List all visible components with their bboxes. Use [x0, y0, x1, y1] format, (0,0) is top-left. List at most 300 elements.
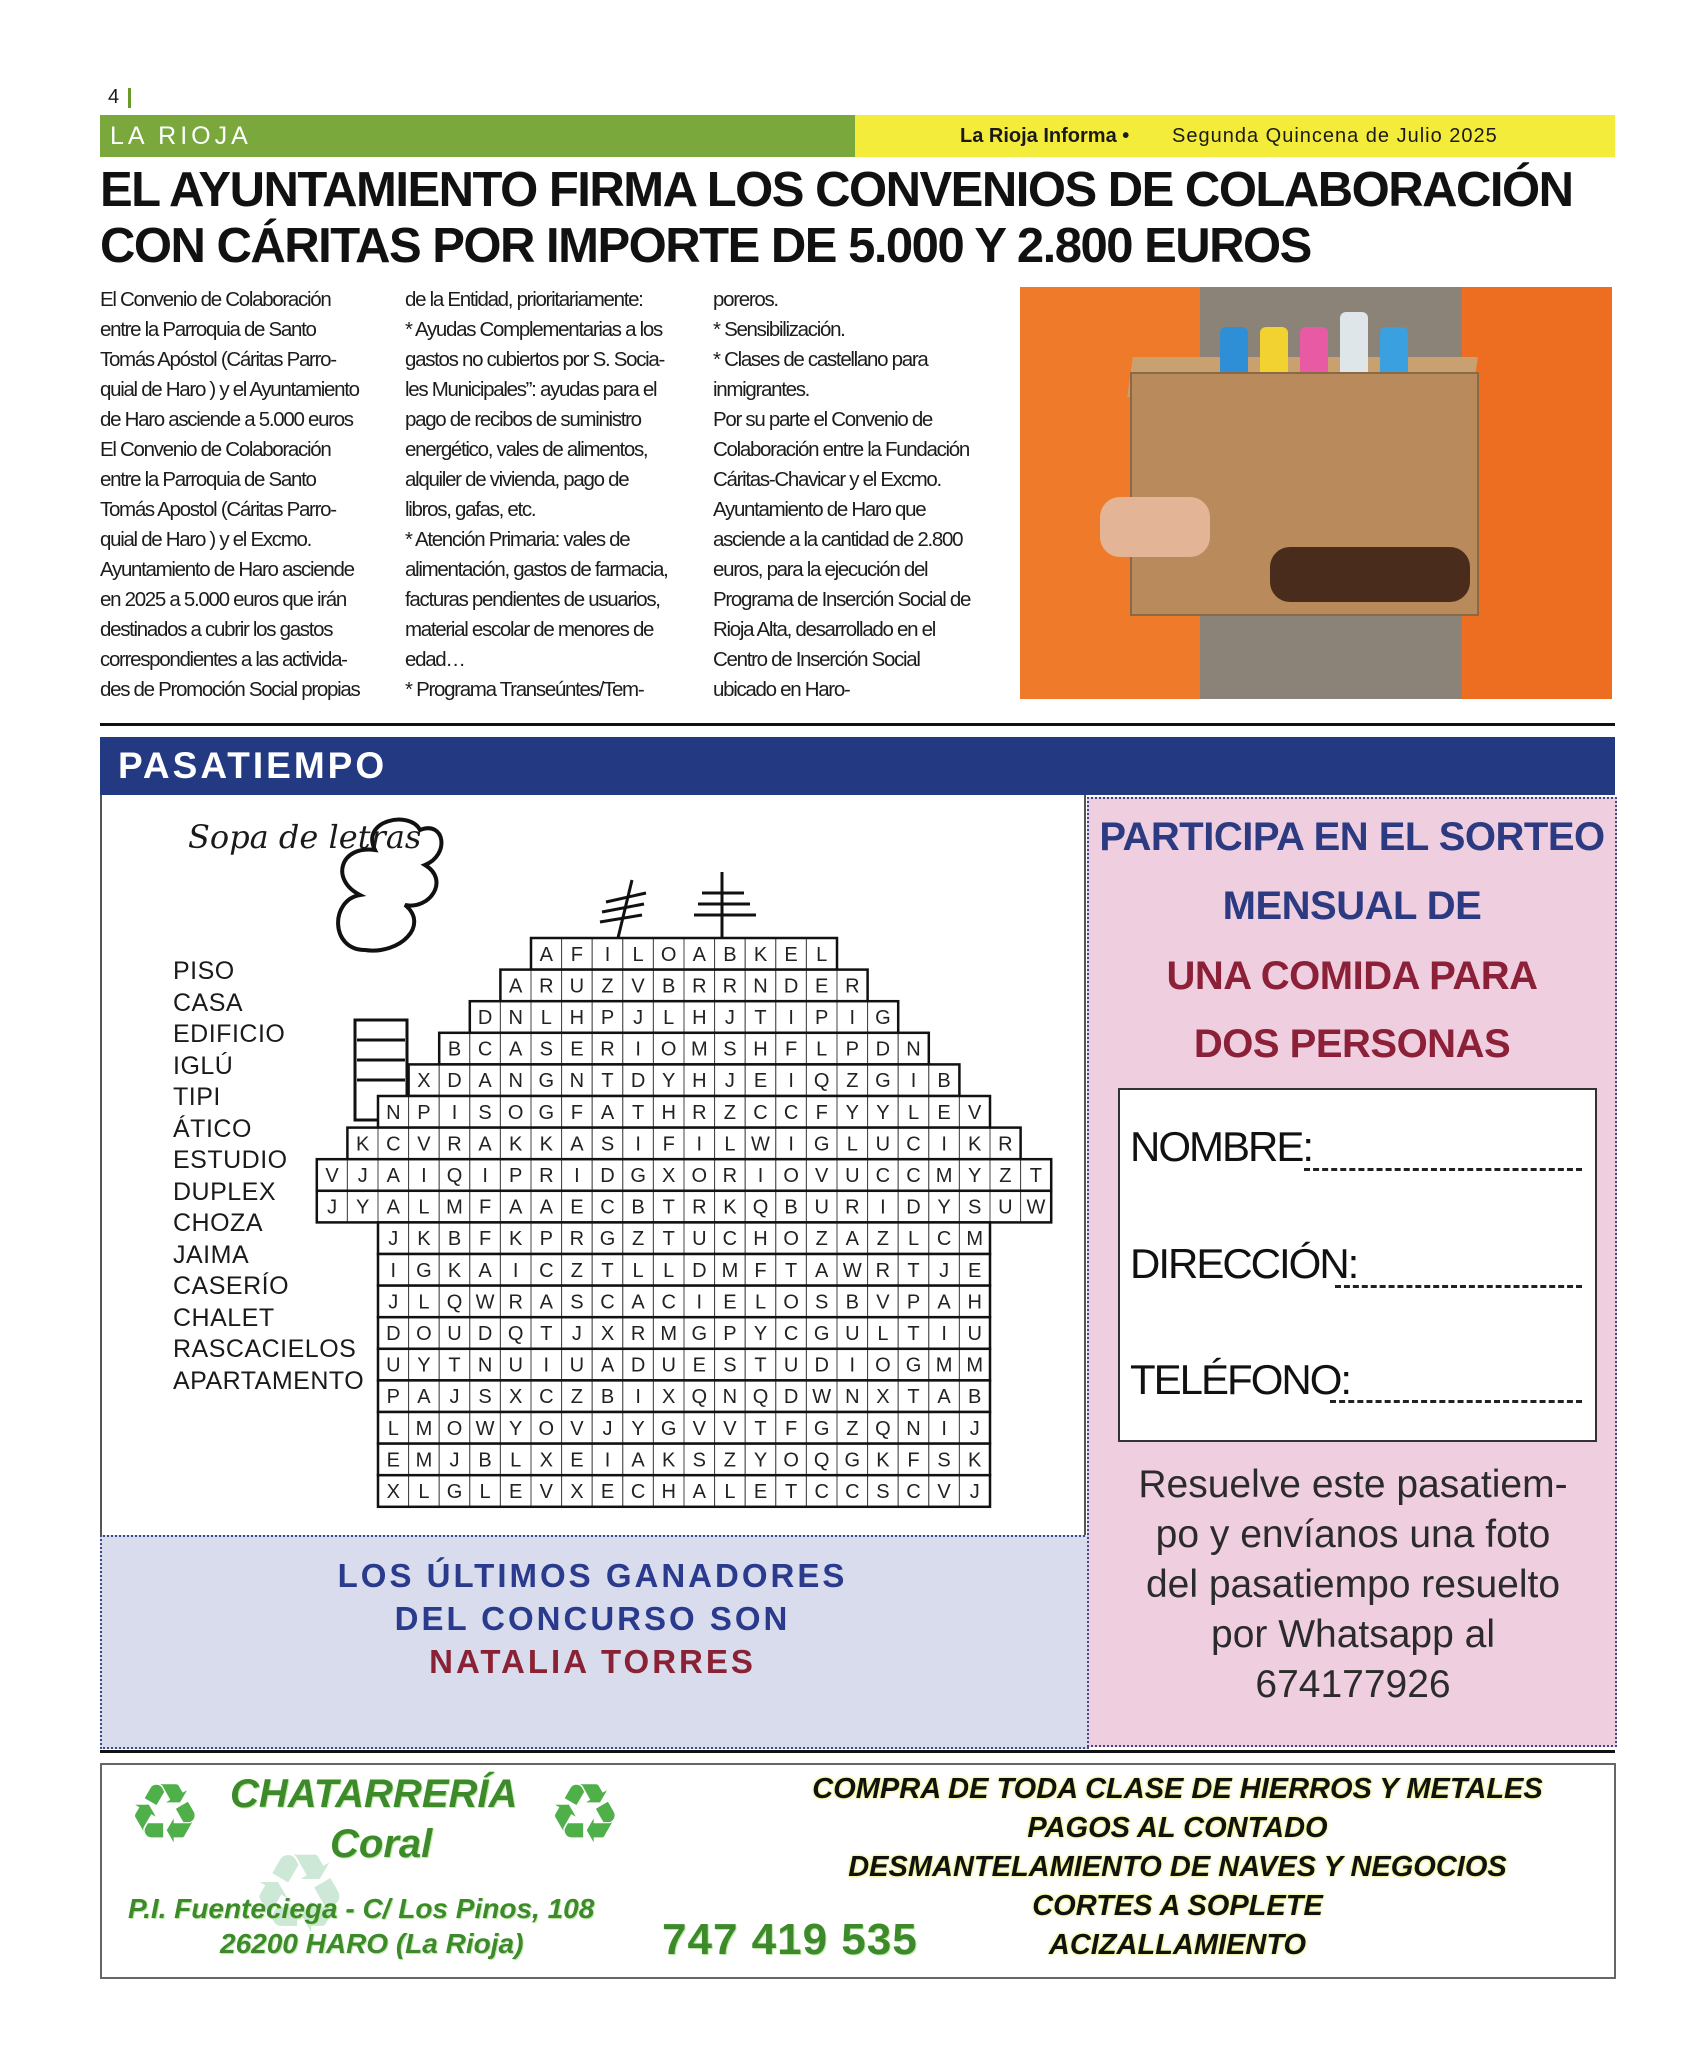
grid-letter: K: [753, 943, 768, 966]
grid-letter: V: [325, 1165, 339, 1187]
grid-letter: R: [569, 1228, 585, 1251]
grid-letter: I: [635, 1133, 641, 1156]
grid-letter: L: [754, 1291, 767, 1314]
grid-letter: Z: [846, 1417, 859, 1440]
grid-letter: K: [447, 1259, 462, 1282]
grid-letter: C: [539, 1386, 554, 1409]
grid-letter: F: [478, 1196, 492, 1219]
grid-letter: P: [723, 1323, 737, 1345]
grid-letter: H: [967, 1291, 982, 1314]
grid-letter: U: [661, 1354, 676, 1377]
grid-letter: N: [845, 1386, 860, 1409]
grid-letter: X: [539, 1449, 553, 1472]
page-number: 4: [108, 86, 120, 108]
grid-letter: L: [877, 1323, 889, 1345]
grid-letter: I: [604, 943, 611, 966]
grid-letter: D: [692, 1259, 707, 1282]
ad-service-1: COMPRA DE TODA CLASE DE HIERROS Y METALES: [812, 1773, 1543, 1805]
grid-letter: V: [539, 1481, 553, 1503]
antenna-icon: [694, 872, 756, 938]
grid-letter: D: [783, 1386, 799, 1409]
grid-letter: F: [570, 1101, 584, 1124]
grid-letter: V: [937, 1481, 951, 1503]
grid-letter: D: [906, 1196, 921, 1219]
antenna-icon: [600, 880, 646, 938]
grid-letter: B: [447, 1228, 462, 1251]
grid-letter: Y: [662, 1070, 676, 1093]
grid-letter: M: [660, 1323, 678, 1345]
grid-letter: G: [813, 1133, 830, 1156]
grid-letter: U: [814, 1196, 829, 1219]
grid-letter: R: [447, 1133, 462, 1156]
grid-letter: K: [662, 1449, 676, 1472]
hand-right: [1270, 547, 1470, 602]
word-list-item: JAIMA: [173, 1240, 250, 1269]
raffle-instructions: Resuelve este pasatiem- po y envíanos una foto del pasatiempo resuelto por Whatsapp al 674177926: [1138, 1463, 1568, 1706]
name-field-line[interactable]: [1304, 1168, 1582, 1171]
grid-letter: L: [846, 1133, 858, 1156]
grid-letter: U: [783, 1354, 799, 1377]
grid-letter: H: [692, 1007, 707, 1029]
grid-letter: Q: [813, 1449, 830, 1472]
grid-letter: J: [327, 1196, 338, 1219]
grid-letter: O: [783, 1291, 799, 1314]
grid-letter: D: [447, 1070, 462, 1093]
grid-letter: P: [509, 1165, 523, 1187]
grid-letter: B: [845, 1291, 859, 1314]
grid-letter: F: [662, 1133, 675, 1156]
grid-letter: E: [386, 1449, 400, 1472]
grid-letter: T: [907, 1259, 920, 1282]
grid-letter: S: [723, 1038, 737, 1061]
grid-letter: F: [907, 1449, 920, 1472]
grid-letter: A: [570, 1133, 584, 1156]
grid-letter: I: [696, 1291, 703, 1314]
grid-letter: E: [509, 1481, 523, 1503]
grid-letter: X: [876, 1386, 890, 1409]
grid-letter: V: [692, 1417, 706, 1440]
grid-letter: Q: [446, 1165, 463, 1187]
grid-letter: I: [941, 1417, 947, 1440]
grid-letter: Q: [752, 1196, 769, 1219]
article-column-3: poreros. * Sensibilización. * Clases de castellano para inmigrantes. Por su parte el Convenio de Colaboración entre la Fundación Cáritas-Chavicar y el Excmo. Ayuntamiento de Haro que asciende a la cantidad de 2.800 euros, para la ejecución del Programa de Inserción Social de Rioja Alta, desarrollado en el Centro de Inserción Social ubicado en Haro-: [713, 288, 971, 701]
grid-letter: L: [816, 1038, 828, 1061]
grid-letter: O: [783, 1228, 799, 1251]
grid-letter: I: [421, 1165, 427, 1187]
grid-letter: C: [600, 1291, 615, 1314]
grid-letter: A: [509, 975, 523, 998]
grid-letter: X: [662, 1386, 676, 1409]
grid-letter: L: [724, 1481, 736, 1503]
grid-letter: F: [478, 1228, 492, 1251]
grid-letter: K: [539, 1133, 553, 1156]
grid-letter: A: [631, 1449, 645, 1472]
grid-letter: G: [905, 1354, 922, 1377]
phone-field-line[interactable]: [1330, 1400, 1582, 1403]
grid-letter: M: [721, 1259, 739, 1282]
grid-letter: R: [722, 1165, 738, 1187]
grid-letter: S: [937, 1449, 951, 1472]
grid-letter: R: [508, 1291, 523, 1314]
grid-letter: I: [512, 1259, 519, 1282]
grid-letter: Z: [570, 1386, 584, 1409]
grid-letter: G: [599, 1228, 616, 1251]
grid-letter: Y: [509, 1417, 523, 1440]
grid-letter: A: [692, 1481, 706, 1503]
grid-letter: G: [446, 1481, 463, 1503]
grid-letter: R: [630, 1323, 646, 1345]
grid-letter: E: [968, 1259, 982, 1282]
grid-letter: T: [601, 1259, 614, 1282]
grid-letter: T: [631, 1101, 645, 1124]
grid-letter: V: [417, 1133, 431, 1156]
grid-letter: E: [723, 1291, 737, 1314]
grid-letter: U: [875, 1133, 891, 1156]
grid-letter: Y: [876, 1101, 890, 1124]
grid-letter: A: [509, 1196, 523, 1219]
grid-letter: P: [539, 1228, 553, 1251]
grid-letter: C: [906, 1133, 921, 1156]
grid-letter: P: [815, 1007, 829, 1029]
grid-letter: A: [539, 1196, 553, 1219]
ad-service-4: CORTES A SOPLETE: [1032, 1890, 1323, 1922]
grid-letter: O: [783, 1449, 799, 1472]
grid-letter: B: [968, 1386, 982, 1409]
grid-letter: K: [876, 1449, 890, 1472]
grid-letter: Y: [845, 1101, 859, 1124]
grid-letter: I: [543, 1354, 550, 1377]
grid-letter: T: [907, 1386, 920, 1409]
grid-letter: I: [849, 1354, 856, 1377]
address-field-line[interactable]: [1335, 1285, 1582, 1288]
grid-letter: E: [753, 1481, 768, 1503]
grid-letter: S: [876, 1481, 890, 1503]
grid-letter: T: [754, 1417, 767, 1440]
grid-letter: N: [906, 1417, 921, 1440]
grid-letter: X: [570, 1481, 584, 1503]
grid-letter: A: [600, 1354, 615, 1377]
grid-letter: R: [692, 1101, 707, 1124]
grid-letter: V: [968, 1101, 982, 1124]
grid-letter: A: [386, 1165, 400, 1187]
grid-letter: J: [602, 1417, 613, 1440]
grid-letter: R: [539, 975, 554, 998]
grid-letter: H: [692, 1070, 707, 1093]
grid-letter: F: [784, 1417, 798, 1440]
article-column-1: El Convenio de Colaboración entre la Parroquia de Santo Tomás Apóstol (Cáritas Parro- quial de Haro ) y el Ayuntamiento de Haro asciende a 5.000 euros El Convenio de Colaboración entre la Parroquia de Santo Tomás Apostol (Cáritas Parro- quial de Haro ) y el Excmo. Ayuntamiento de Haro asciende en 2025 a 5.000 euros que irán destinados a cubrir los gastos correspondientes a las activida- des de Promoción Social propias: [100, 288, 360, 701]
grid-letter: X: [600, 1323, 615, 1345]
word-list-item: ESTUDIO: [173, 1146, 288, 1174]
grid-letter: W: [812, 1386, 832, 1409]
grid-letter: K: [509, 1228, 523, 1251]
grid-letter: E: [692, 1354, 706, 1377]
grid-letter: R: [692, 1196, 707, 1219]
grid-letter: Y: [937, 1196, 951, 1219]
grid-letter: T: [754, 1007, 767, 1029]
grid-letter: S: [723, 1354, 737, 1377]
masthead-separator: •: [1122, 125, 1130, 147]
grid-letter: C: [600, 1196, 615, 1219]
grid-letter: I: [635, 1386, 641, 1409]
grid-letter: U: [967, 1323, 982, 1345]
grid-letter: L: [418, 1481, 430, 1503]
grid-letter: C: [477, 1038, 493, 1061]
grid-letter: L: [907, 1101, 920, 1124]
grid-letter: C: [906, 1165, 921, 1187]
grid-letter: O: [875, 1354, 891, 1377]
grid-letter: O: [691, 1165, 708, 1187]
grid-letter: I: [574, 1165, 580, 1187]
grid-letter: O: [446, 1417, 463, 1440]
grid-letter: I: [451, 1101, 458, 1124]
grid-letter: B: [478, 1449, 492, 1472]
word-list-item: IGLÚ: [173, 1051, 234, 1080]
grid-letter: X: [662, 1165, 676, 1187]
raffle-title-1: PARTICIPA EN EL SORTEO: [1099, 815, 1605, 859]
grid-letter: Z: [723, 1449, 737, 1472]
grid-letter: S: [539, 1038, 553, 1061]
ad-service-5: ACIZALLAMIENTO: [1048, 1929, 1307, 1961]
issue-date: Segunda Quincena de Julio 2025: [1172, 125, 1498, 147]
grid-letter: R: [600, 1038, 615, 1061]
grid-letter: Y: [968, 1165, 982, 1187]
grid-letter: L: [418, 1291, 430, 1314]
grid-letter: U: [508, 1354, 523, 1377]
grid-letter: T: [784, 1259, 798, 1282]
ad-phone: 747 419 535: [662, 1915, 918, 1964]
grid-letter: C: [814, 1481, 829, 1503]
grid-letter: K: [417, 1228, 431, 1251]
grid-letter: I: [788, 1070, 794, 1093]
grid-letter: P: [386, 1386, 400, 1409]
grid-letter: L: [632, 943, 644, 966]
grid-letter: M: [690, 1038, 708, 1061]
grid-letter: E: [937, 1101, 951, 1124]
grid-letter: A: [937, 1291, 951, 1314]
grid-letter: I: [635, 1038, 641, 1061]
grid-letter: W: [475, 1417, 495, 1440]
grid-letter: D: [875, 1038, 891, 1061]
ad-address-2: 26200 HARO (La Rioja): [220, 1928, 524, 1959]
ad-address-1: P.I. Fuenteciega - C/ Los Pinos, 108: [128, 1893, 595, 1924]
grid-letter: A: [509, 1038, 523, 1061]
grid-letter: G: [416, 1259, 432, 1282]
grid-letter: H: [753, 1038, 768, 1061]
grid-letter: T: [754, 1354, 767, 1377]
grid-letter: S: [600, 1133, 615, 1156]
grid-letter: S: [478, 1101, 492, 1124]
grid-letter: O: [507, 1101, 524, 1124]
grid-letter: K: [968, 1449, 982, 1472]
grid-letter: O: [660, 1038, 677, 1061]
grid-letter: S: [570, 1291, 584, 1314]
word-search-title: Sopa de letras: [188, 818, 422, 856]
grid-letter: A: [478, 1259, 492, 1282]
grid-letter: V: [815, 1165, 829, 1187]
grid-letter: G: [813, 1417, 830, 1440]
grid-letter: C: [783, 1323, 799, 1345]
grid-letter: U: [386, 1354, 401, 1377]
word-list-item: CHALET: [173, 1303, 275, 1332]
grid-letter: W: [842, 1259, 862, 1282]
grid-letter: N: [722, 1386, 738, 1409]
grid-letter: M: [446, 1196, 463, 1219]
grid-letter: S: [968, 1196, 982, 1219]
grid-letter: D: [600, 1165, 615, 1187]
ad-service-3: DESMANTELAMIENTO DE NAVES Y NEGOCIOS: [848, 1851, 1507, 1883]
grid-letter: J: [449, 1386, 460, 1409]
grid-letter: L: [907, 1228, 920, 1251]
grid-letter: H: [661, 1101, 676, 1124]
grid-letter: Z: [876, 1228, 890, 1251]
grid-letter: A: [631, 1291, 645, 1314]
grid-letter: D: [477, 1323, 493, 1345]
grid-letter: Z: [723, 1101, 737, 1124]
grid-letter: N: [477, 1354, 493, 1377]
grid-letter: M: [415, 1449, 433, 1472]
grid-letter: L: [387, 1417, 399, 1440]
grid-letter: M: [966, 1228, 984, 1251]
grid-letter: U: [998, 1196, 1013, 1219]
grid-letter: C: [936, 1228, 952, 1251]
grid-letter: D: [630, 1070, 646, 1093]
grid-letter: L: [724, 1133, 736, 1156]
grid-letter: E: [570, 1196, 584, 1219]
grid-letter: N: [386, 1101, 401, 1124]
grid-letter: L: [632, 1259, 644, 1282]
grid-letter: L: [663, 1007, 675, 1029]
grid-letter: L: [663, 1259, 675, 1282]
grid-letter: J: [724, 1070, 735, 1093]
grid-letter: D: [783, 975, 799, 998]
grid-letter: O: [416, 1323, 432, 1345]
grid-letter: V: [631, 975, 645, 998]
grid-letter: F: [815, 1101, 828, 1124]
word-list-item: CHOZA: [173, 1209, 263, 1237]
word-list-item: CASERÍO: [173, 1272, 290, 1300]
grid-letter: T: [601, 1070, 614, 1093]
grid-letter: A: [539, 1291, 553, 1314]
grid-letter: Q: [446, 1291, 463, 1314]
grid-letter: G: [875, 1007, 891, 1029]
grid-letter: I: [482, 1165, 488, 1187]
grid-letter: X: [417, 1070, 431, 1093]
grid-letter: M: [415, 1417, 433, 1440]
grid-letter: J: [969, 1481, 980, 1503]
grid-letter: P: [600, 1007, 615, 1029]
grid-letter: N: [753, 975, 768, 998]
ad-divider: [100, 1750, 1615, 1753]
grid-letter: U: [569, 1354, 585, 1377]
grid-letter: C: [753, 1101, 768, 1124]
grid-letter: J: [969, 1417, 980, 1440]
grid-letter: B: [723, 943, 737, 966]
grid-letter: J: [939, 1259, 950, 1282]
grid-letter: M: [935, 1354, 953, 1377]
grid-letter: A: [417, 1386, 431, 1409]
address-field-label: DIRECCIÓN:: [1130, 1240, 1358, 1287]
grid-letter: L: [816, 943, 828, 966]
recycle-icon: ♻: [128, 1769, 202, 1860]
section-label: LA RIOJA: [110, 122, 252, 150]
grid-letter: V: [570, 1417, 584, 1440]
grid-letter: G: [538, 1101, 555, 1124]
grid-letter: J: [571, 1323, 582, 1345]
grid-letter: G: [660, 1417, 677, 1440]
grid-letter: B: [662, 975, 676, 998]
grid-letter: I: [604, 1449, 611, 1472]
page-number-divider: [128, 88, 131, 108]
grid-letter: D: [814, 1354, 829, 1377]
grid-letter: T: [662, 1196, 675, 1219]
grid-letter: I: [696, 1133, 703, 1156]
grid-letter: C: [783, 1101, 799, 1124]
grid-letter: Z: [601, 975, 614, 998]
grid-letter: R: [845, 975, 860, 998]
grid-letter: K: [723, 1196, 737, 1219]
word-search-grid: [300, 0, 1080, 1503]
grid-letter: Y: [631, 1417, 645, 1440]
grid-letter: A: [478, 1133, 492, 1156]
grid-letter: L: [418, 1196, 430, 1219]
grid-letter: P: [417, 1101, 431, 1124]
grid-letter: J: [357, 1165, 368, 1187]
grid-letter: X: [509, 1386, 523, 1409]
grid-letter: A: [937, 1386, 951, 1409]
grid-letter: O: [660, 943, 677, 966]
grid-letter: C: [845, 1481, 860, 1503]
grid-letter: E: [570, 1449, 584, 1472]
grid-letter: Y: [753, 1449, 768, 1472]
grid-letter: M: [935, 1165, 953, 1187]
pasatiempo-title: PASATIEMPO: [118, 745, 388, 786]
grid-letter: C: [875, 1165, 891, 1187]
grid-letter: Z: [570, 1259, 584, 1282]
ad-service-2: PAGOS AL CONTADO: [1027, 1812, 1328, 1844]
grid-letter: V: [876, 1291, 890, 1314]
grid-letter: U: [845, 1323, 860, 1345]
grid-letter: G: [844, 1449, 861, 1472]
grid-letter: B: [937, 1070, 951, 1093]
grid-letter: C: [539, 1259, 554, 1282]
grid-letter: F: [784, 1038, 798, 1061]
article-photo: [1020, 287, 1612, 699]
grid-letter: R: [998, 1133, 1013, 1156]
grid-letter: E: [570, 1038, 584, 1061]
grid-letter: I: [788, 1007, 794, 1029]
grid-letter: L: [510, 1449, 522, 1472]
grid-letter: K: [356, 1133, 370, 1156]
grid-letter: B: [784, 1196, 798, 1219]
grid-letter: N: [508, 1070, 523, 1093]
volunteer-shirt-right: [1462, 287, 1612, 699]
grid-letter: S: [478, 1386, 492, 1409]
grid-letter: H: [569, 1007, 585, 1029]
grid-letter: Z: [846, 1070, 859, 1093]
grid-letter: G: [691, 1323, 708, 1345]
grid-letter: K: [509, 1133, 523, 1156]
grid-letter: D: [386, 1323, 401, 1345]
grid-letter: H: [753, 1228, 768, 1251]
grid-letter: J: [449, 1449, 460, 1472]
grid-letter: G: [538, 1070, 555, 1093]
grid-letter: U: [692, 1228, 707, 1251]
grid-letter: Y: [417, 1354, 431, 1377]
grid-letter: A: [539, 943, 553, 966]
grid-letter: T: [448, 1354, 461, 1377]
grid-letter: I: [788, 1133, 794, 1156]
hand-left: [1100, 497, 1210, 557]
